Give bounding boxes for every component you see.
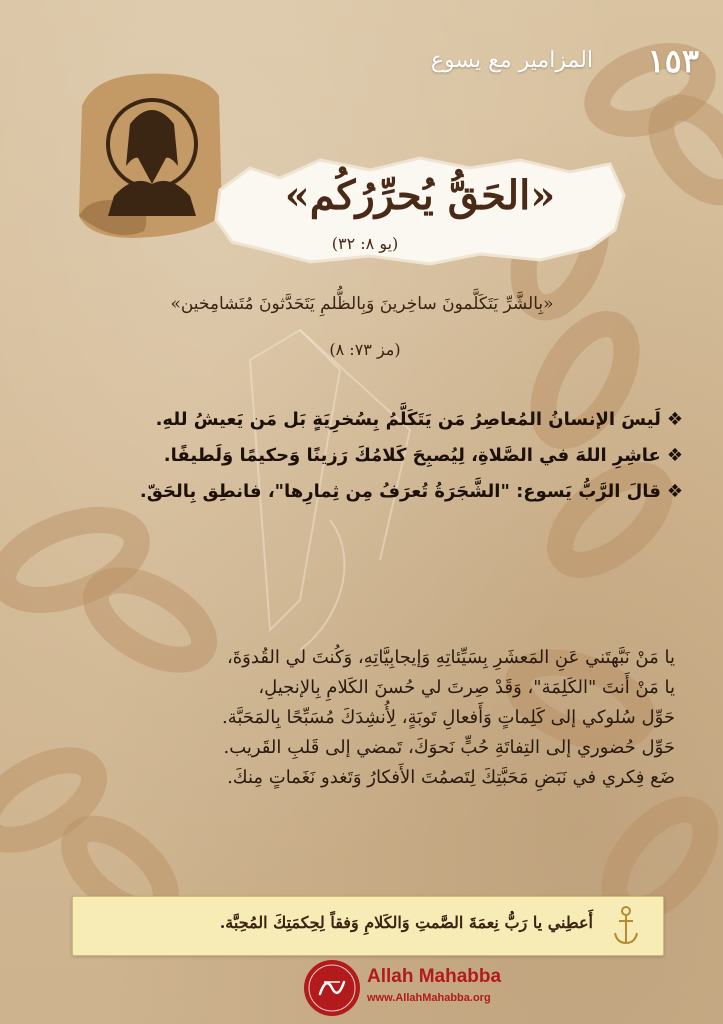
anchor-icon [611, 905, 641, 947]
jesus-icon [74, 66, 224, 246]
prayer-line: يا مَنْ نَبَّهتَني عَنِ المَعشَرِ بِسَيِّئاتِهِ وَإيجابِيَّاتِهِ، وَكُنتَ لي القُدوَةَ، [226, 647, 675, 668]
closing-prayer-banner [72, 896, 664, 956]
closing-prayer: أَعطِني يا رَبُّ نِعمَةَ الصَّمتِ وَالكَلامِ وَفقاً لِحِكمَتِكَ المُحِبَّة. [219, 913, 593, 932]
psalm-verse-reference: (مز ٧٣: ٨) [329, 340, 401, 359]
main-title: «الحَقُّ يُحرِّرُكُم» [284, 172, 556, 219]
brand-url[interactable]: www.AllahMahabba.org [367, 992, 491, 1004]
prayer-line: حَوِّل سُلوكي إلى كَلِماتٍ وَأَفعالِ تَوبَةٍ، لِأُنشِدَكَ مُسَبِّحًا بِالمَحَبَّة. [221, 707, 675, 728]
prayer-line: حَوِّل حُضوري إلى التِفاتَةِ حُبٍّ نَحوَكَ، تَمضي إلى قَلبِ القَريب. [223, 737, 675, 758]
psalm-verse: «بِالشَّرِّ يَتَكَلَّمونَ ساخِرينَ وَبِالظُّلمِ يَتَحَدَّثونَ مُتَشامِخين» [170, 294, 554, 314]
diamond-bullet-icon: ❖ [666, 409, 683, 430]
prayer-paragraph [35, 643, 675, 793]
diamond-bullet-icon: ❖ [666, 481, 683, 502]
series-title: المزامير مع يسوع [430, 48, 593, 73]
brand-name: Allah Mahabba [367, 966, 502, 987]
prayer-line: يا مَنْ أَنتَ "الكَلِمَة"، وَقَدْ صِرتَ لي حُسنَ الكَلامِ بِالإنجيلِ، [258, 677, 675, 698]
reflection-point: ❖لَيسَ الإنسانُ المُعاصِرُ مَن يَتَكَلَّمُ بِسُخرِيَةٍ بَل مَن يَعيشُ للهِ. [155, 409, 683, 430]
reflection-point: ❖قالَ الرَّبُّ يَسوع: "الشَّجَرَةُ تُعرَفُ مِن ثِمارِها"، فانطِق بِالحَقّ. [139, 481, 683, 502]
allah-mahabba-logo-icon [302, 958, 362, 1018]
diamond-bullet-icon: ❖ [666, 445, 683, 466]
reflection-point: ❖عاشِرِ اللهَ في الصَّلاةِ، لِيُصبِحَ كَلامُكَ رَزينًا وَحكيمًا وَلَطيفًا. [163, 445, 683, 466]
main-title-reference: (يو ٨: ٣٢) [331, 234, 399, 253]
reflection-points [43, 402, 683, 510]
prayer-line: ضَع فِكري في نَبَضِ مَحَبَّتِكَ لِتَصمُتَ الأَفكارُ وَتَغدو نَغَماتٍ مِنكَ. [227, 767, 675, 788]
meditation-number: ١٥٣ [647, 42, 699, 80]
